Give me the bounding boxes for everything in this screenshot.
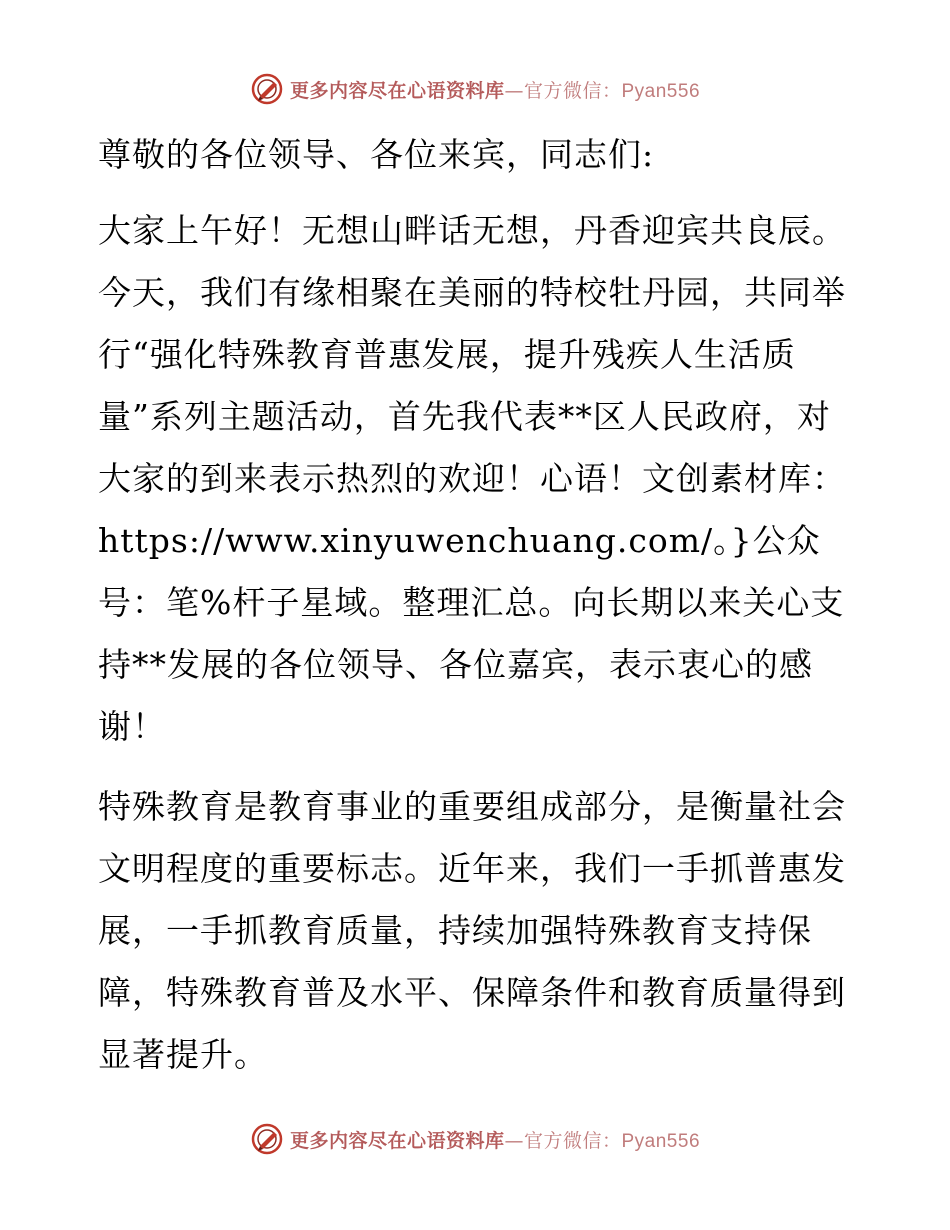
- banner-label: 官方微信：: [523, 1129, 622, 1152]
- banner-separator: —: [504, 1129, 524, 1152]
- pen-logo-icon: [250, 72, 284, 106]
- footer-banner: [0, 1122, 950, 1156]
- banner-label: 官方微信：: [523, 79, 622, 102]
- pen-logo-icon: [250, 1122, 284, 1156]
- paragraph-special-education: 特殊教育是教育事业的重要组成部分，是衡量社会文明程度的重要标志。近年来，我们一手抓普惠发展，一手抓教育质量，持续加强特殊教育支持保障，特殊教育普及水平、保障条件和教育质量得到显著提升。: [98, 787, 846, 1074]
- banner-wechat-id: Pyan556: [621, 1130, 701, 1152]
- paragraph-welcome: 大家上午好！无想山畔话无想，丹香迎宾共良辰。今天，我们有缘相聚在美丽的特校牡丹园，共同举行“强化特殊教育普惠发展，提升残疾人生活质量”系列主题活动，首先我代表**区人民政府，对大家的到来表示热烈的欢迎！心语！文创素材库：https://www.xinyuwenchuang.com/。}公众号：笔%杆子星域。整理汇总。向长期以来关心支持**发展的各位领导、各位嘉宾，表示衷心的感谢！: [98, 211, 846, 746]
- header-banner: [0, 72, 950, 106]
- banner-separator: —: [504, 79, 524, 102]
- salutation: 尊敬的各位领导、各位来宾，同志们:: [98, 135, 655, 174]
- banner-wechat-id: Pyan556: [621, 80, 701, 102]
- document-body: [98, 124, 850, 1104]
- banner-text: [290, 76, 700, 103]
- banner-text: [290, 1126, 700, 1153]
- banner-main-text: 更多内容尽在心语资料库: [289, 79, 505, 102]
- banner-main-text: 更多内容尽在心语资料库: [289, 1129, 505, 1152]
